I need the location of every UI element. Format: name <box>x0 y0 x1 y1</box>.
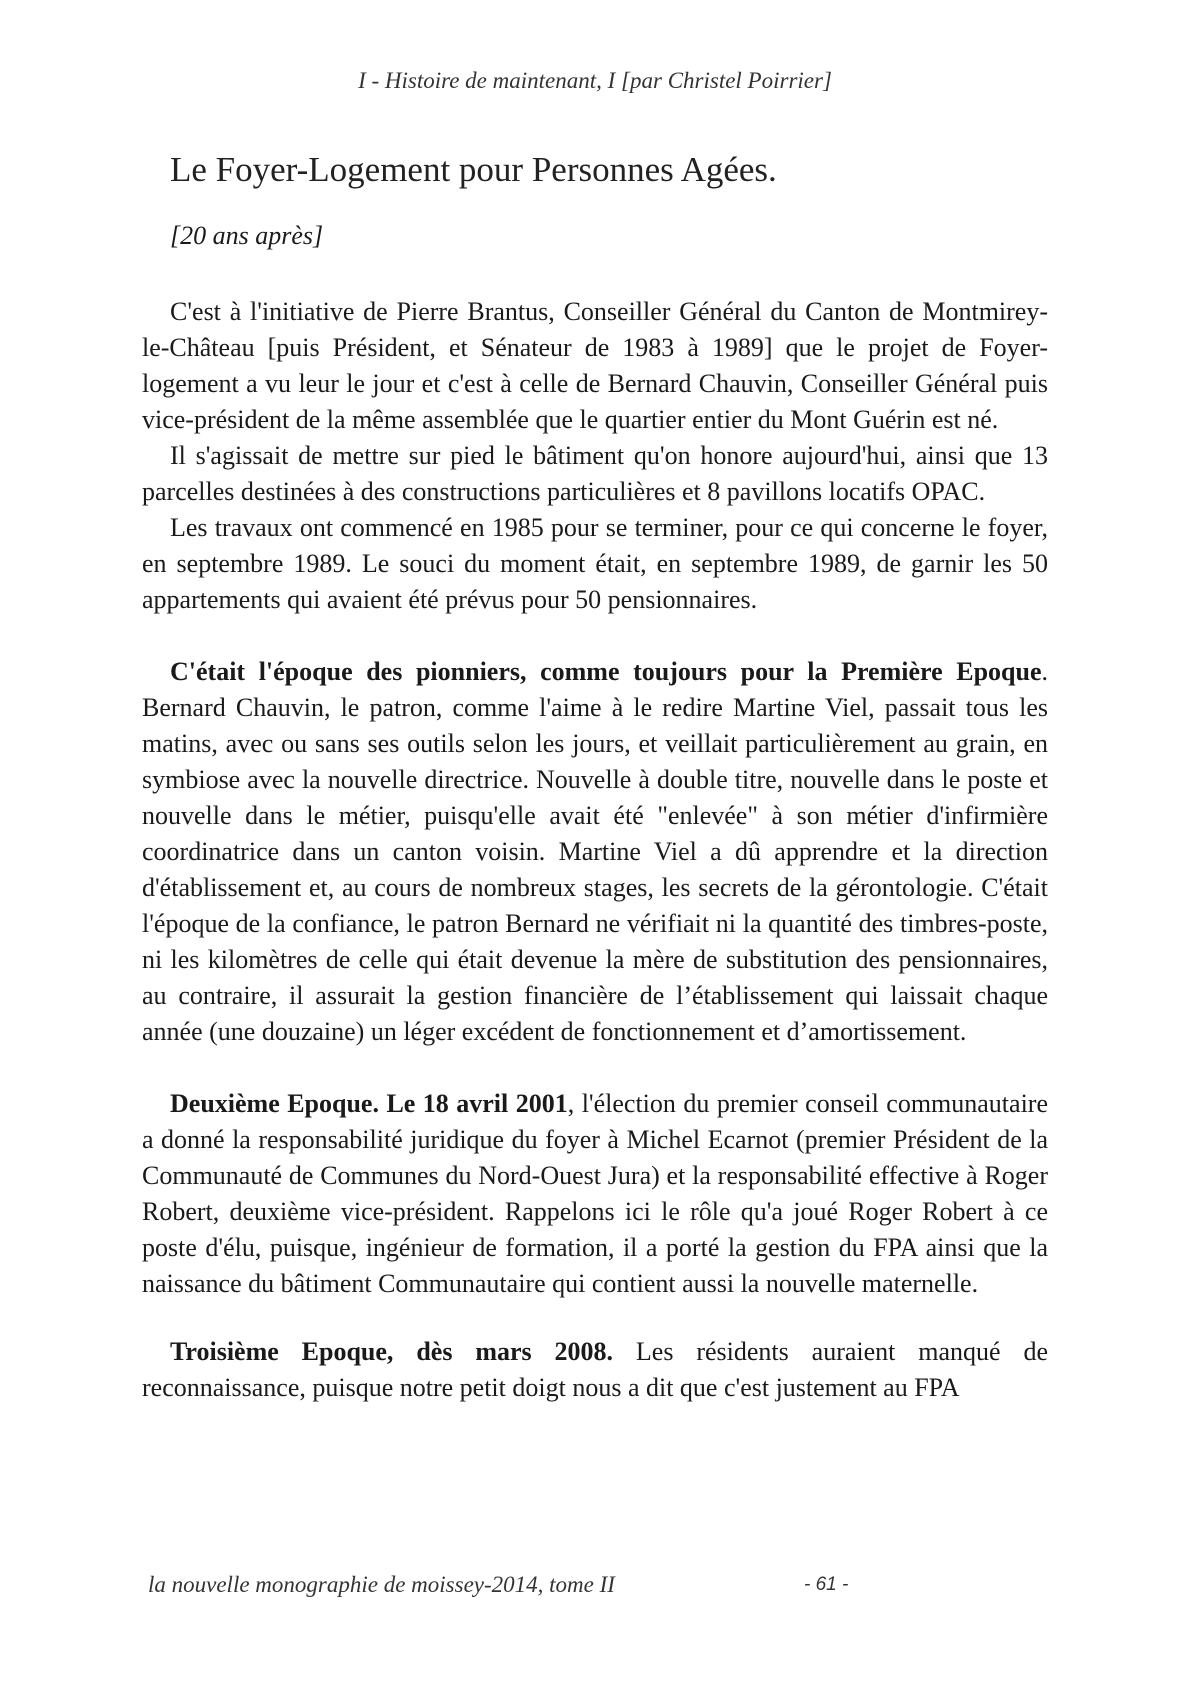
section-second-epoch-lead: Deuxième Epoque. Le 18 avril 2001 <box>170 1089 568 1118</box>
running-header: I - Histoire de maintenant, I [par Christel Poirrier] <box>358 68 832 93</box>
section-second-epoch-body: , l'élection du premier conseil communautaire a donné la responsabilité juridique du foyer à Michel Ecarnot (premier Président de la Communauté de Communes du Nord-Ouest Jura) et la responsabilité effective à Roger Robert, deuxième vice-président. Rappelons ici le rôle qu'a joué Roger Robert à ce poste d'élu, puisque, ingénieur de formation, il a porté la gestion du FPA ainsi que la naissance du bâtiment Communautaire qui contient aussi la nouvelle maternelle. <box>142 1089 1048 1298</box>
paragraph-project: Il s'agissait de mettre sur pied le bâtiment qu'on honore aujourd'hui, ainsi que 13 parcelles destinées à des constructions particulières et 8 pavillons locatifs OPAC. <box>142 441 1048 506</box>
section-first-epoch <box>142 654 1048 1050</box>
paragraph-works: Les travaux ont commencé en 1985 pour se terminer, pour ce qui concerne le foyer, en septembre 1989. Le souci du moment était, en septembre 1989, de garnir les 50 appartements qui avaient été prévus pour 50 pensionnaires. <box>142 513 1048 614</box>
section-third-epoch-lead: Troisième Epoque, dès mars 2008. <box>170 1337 614 1366</box>
section-first-epoch-lead: C'était l'époque des pionniers, comme toujours pour la Première Epoque <box>170 657 1042 686</box>
paragraph-origin: C'est à l'initiative de Pierre Brantus, Conseiller Général du Canton de Montmirey-le-Château [puis Président, et Sénateur de 1983 à 1989] que le projet de Foyer-logement a vu leur le jour et c'est à celle de Bernard Chauvin, Conseiller Général puis vice-président de la même assemblée que le quartier entier du Mont Guérin est né. <box>142 297 1048 434</box>
section-first-epoch-body: . Bernard Chauvin, le patron, comme l'aime à le redire Martine Viel, passait tous les matins, avec ou sans ses outils selon les jours, et veillait particulièrement au grain, en symbiose avec la nouvelle directrice. Nouvelle à double titre, nouvelle dans le poste et nouvelle dans le métier, puisqu'elle avait été "enlevée" à son métier d'infirmière coordinatrice dans un canton voisin. Martine Viel a dû apprendre et la direction d'établissement et, au cours de nombreux stages, les secrets de la gérontologie. C'était l'époque de la confiance, le patron Bernard ne vérifiait ni la quantité des timbres-poste, ni les kilomètres de celle qui était devenue la mère de substitution des pensionnaires, au contraire, il assurait la gestion financière de l’établissement qui laissait chaque année (une douzaine) un léger excédent de fonctionnement et d’amortissement. <box>142 657 1048 1046</box>
article <box>142 146 1048 1406</box>
running-footer: la nouvelle monographie de moissey-2014, tome II <box>148 1572 615 1597</box>
section-third-epoch-body: Les résidents auraient manqué de reconnaissance, puisque notre petit doigt nous a dit que c'est justement au FPA <box>142 1337 1048 1402</box>
article-subtitle: [20 ans après] <box>170 221 324 250</box>
section-second-epoch <box>142 1086 1048 1302</box>
page-number: - 61 - <box>804 1574 849 1595</box>
article-title: Le Foyer-Logement pour Personnes Agées. <box>170 150 777 189</box>
section-third-epoch <box>142 1334 1048 1406</box>
